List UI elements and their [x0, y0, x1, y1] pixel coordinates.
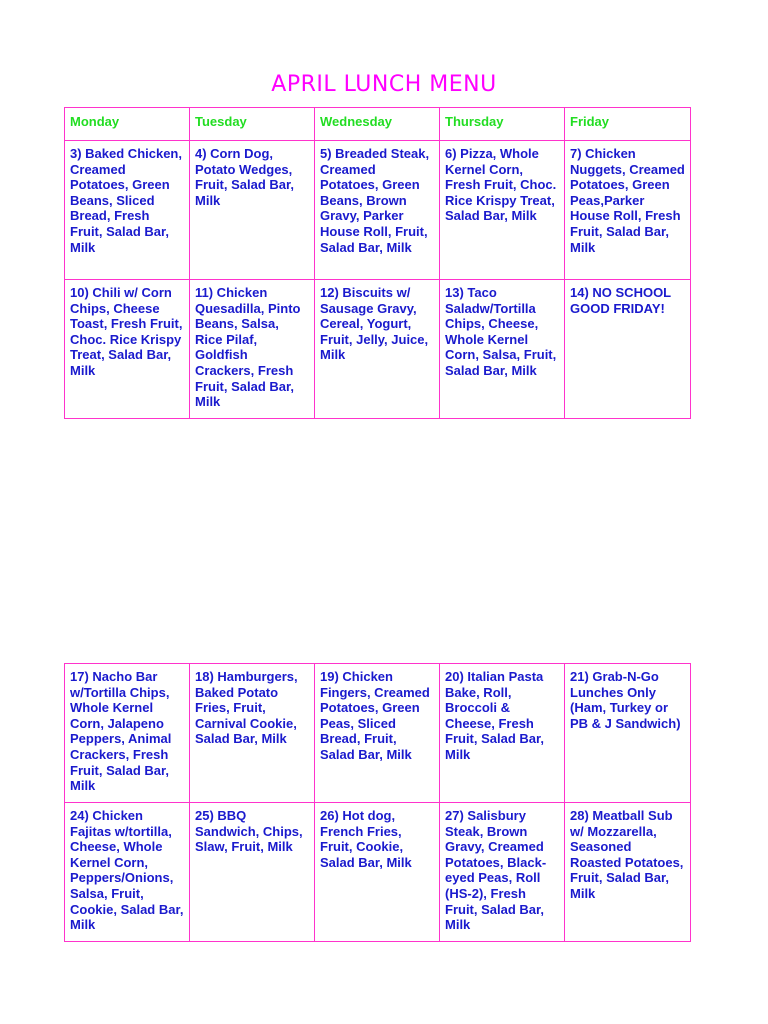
menu-cell: 12) Biscuits w/ Sausage Gravy, Cereal, Yogurt, Fruit, Jelly, Juice, Milk [315, 280, 440, 419]
day-header-monday: Monday [65, 108, 190, 141]
menu-cell: 26) Hot dog, French Fries, Fruit, Cookie, Salad Bar, Milk [315, 803, 440, 942]
menu-table-lower [64, 663, 691, 942]
menu-cell: 7) Chicken Nuggets, Creamed Potatoes, Green Peas,Parker House Roll, Fresh Fruit, Salad Bar, Milk [565, 141, 691, 280]
day-header-wednesday: Wednesday [315, 108, 440, 141]
menu-cell: 10) Chili w/ Corn Chips, Cheese Toast, Fresh Fruit, Choc. Rice Krispy Treat, Salad Bar, Milk [65, 280, 190, 419]
menu-cell: 19) Chicken Fingers, Creamed Potatoes, Green Peas, Sliced Bread, Fruit, Salad Bar, Milk [315, 664, 440, 803]
menu-cell: 6) Pizza, Whole Kernel Corn, Fresh Fruit, Choc. Rice Krispy Treat, Salad Bar, Milk [440, 141, 565, 280]
menu-cell: 20) Italian Pasta Bake, Roll, Broccoli & Cheese, Fresh Fruit, Salad Bar, Milk [440, 664, 565, 803]
menu-cell: 17) Nacho Bar w/Tortilla Chips, Whole Kernel Corn, Jalapeno Peppers, Animal Crackers, Fresh Fruit, Salad Bar, Milk [65, 664, 190, 803]
week-row [65, 141, 691, 280]
menu-cell: 4) Corn Dog, Potato Wedges, Fruit, Salad Bar, Milk [190, 141, 315, 280]
day-header-tuesday: Tuesday [190, 108, 315, 141]
menu-cell: 14) NO SCHOOL GOOD FRIDAY! [565, 280, 691, 419]
menu-cell: 27) Salisbury Steak, Brown Gravy, Creamed Potatoes, Black-eyed Peas, Roll (HS-2), Fresh Fruit, Salad Bar, Milk [440, 803, 565, 942]
week-row [65, 280, 691, 419]
menu-cell: 25) BBQ Sandwich, Chips, Slaw, Fruit, Milk [190, 803, 315, 942]
menu-cell: 13) Taco Saladw/Tortilla Chips, Cheese, Whole Kernel Corn, Salsa, Fruit, Salad Bar, Milk [440, 280, 565, 419]
menu-cell: 21) Grab-N-Go Lunches Only (Ham, Turkey or PB & J Sandwich) [565, 664, 691, 803]
menu-cell: 5) Breaded Steak, Creamed Potatoes, Green Beans, Brown Gravy, Parker House Roll, Fruit, Salad Bar, Milk [315, 141, 440, 280]
page-title: APRIL LUNCH MENU [271, 72, 497, 97]
week-row [65, 664, 691, 803]
day-header-thursday: Thursday [440, 108, 565, 141]
day-header-friday: Friday [565, 108, 691, 141]
menu-cell: 24) Chicken Fajitas w/tortilla, Cheese, Whole Kernel Corn, Peppers/Onions, Salsa, Fruit, Cookie, Salad Bar, Milk [65, 803, 190, 942]
menu-cell: 28) Meatball Sub w/ Mozzarella, Seasoned Roasted Potatoes, Fruit, Salad Bar, Milk [565, 803, 691, 942]
day-header-row [65, 108, 691, 141]
menu-cell: 3) Baked Chicken, Creamed Potatoes, Green Beans, Sliced Bread, Fresh Fruit, Salad Bar, Milk [65, 141, 190, 280]
menu-table-upper [64, 107, 691, 419]
menu-cell: 18) Hamburgers, Baked Potato Fries, Fruit, Carnival Cookie, Salad Bar, Milk [190, 664, 315, 803]
menu-cell: 11) Chicken Quesadilla, Pinto Beans, Salsa, Rice Pilaf, Goldfish Crackers, Fresh Fruit, Salad Bar, Milk [190, 280, 315, 419]
week-row [65, 803, 691, 942]
